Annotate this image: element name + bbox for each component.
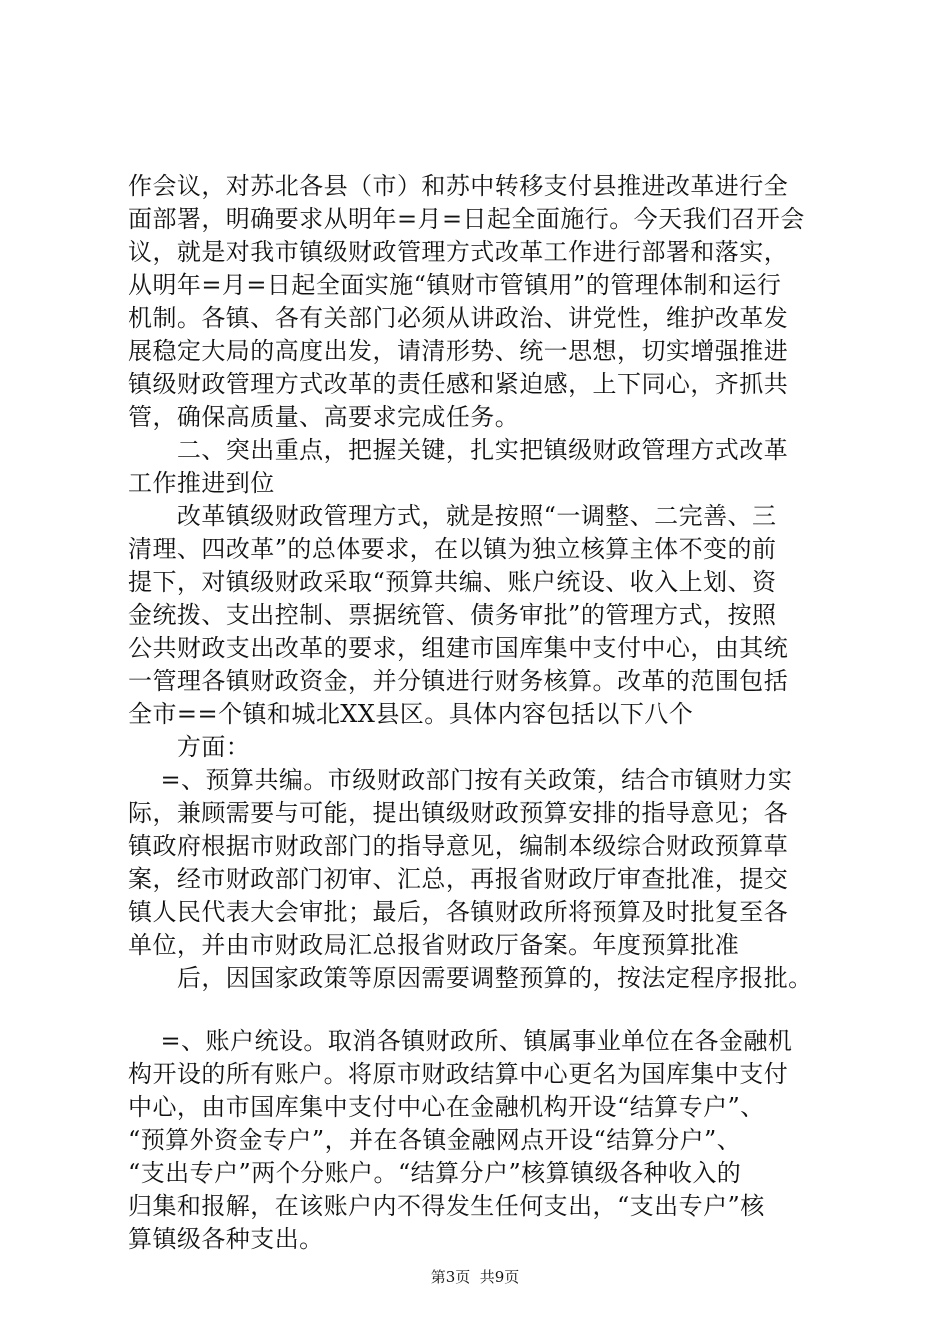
- text-line: 议，就是对我市镇级财政管理方式改革工作进行部署和落实，: [128, 238, 789, 266]
- text-line: 中心，由市国库集中支付中心在金融机构开设“结算专户”、: [128, 1093, 765, 1121]
- text-line: 算镇级各种支出。: [128, 1225, 324, 1253]
- text-line: =、预算共编。市级财政部门按有关政策，结合市镇财力实: [128, 766, 793, 794]
- text-line: 单位，并由市财政局汇总报省财政厅备案。年度预算批准: [128, 931, 740, 959]
- document-body: [128, 170, 840, 1256]
- text-line: =、账户统设。取消各镇财政所、镇属事业单位在各金融机: [128, 1027, 793, 1055]
- text-line: 机制。各镇、各有关部门必须从讲政治、讲党性，维护改革发: [128, 304, 789, 332]
- text-line: “预算外资金专户”，并在各镇金融网点开设“结算分户”、: [128, 1126, 742, 1154]
- text-line: 作会议，对苏北各县（市）和苏中转移支付县推进改革进行全: [128, 172, 789, 200]
- text-line: 面部署，明确要求从明年=月=日起全面施行。今天我们召开会: [128, 205, 805, 233]
- text-line: 镇人民代表大会审批；最后，各镇财政所将预算及时批复至各: [128, 898, 789, 926]
- section-heading-line: 二、突出重点，把握关键，扎实把镇级财政管理方式改革: [128, 436, 789, 464]
- text-block-2: [128, 1025, 840, 1256]
- text-line: “支出专户”两个分账户。“结算分户”核算镇级各种收入的: [128, 1159, 742, 1187]
- text-line: 改革镇级财政管理方式，就是按照“一调整、二完善、三: [128, 502, 777, 530]
- page-footer: [0, 1266, 950, 1287]
- text-line: 清理、四改革”的总体要求，在以镇为独立核算主体不变的前: [128, 535, 777, 563]
- text-line: 际，兼顾需要与可能，提出镇级财政预算安排的指导意见；各: [128, 799, 789, 827]
- text-line: 归集和报解，在该账户内不得发生任何支出，“支出专户”核: [128, 1192, 765, 1220]
- paragraph-gap: [128, 995, 840, 1025]
- text-line: 镇级财政管理方式改革的责任感和紧迫感，上下同心，齐抓共: [128, 370, 789, 398]
- text-line: 一管理各镇财政资金，并分镇进行财务核算。改革的范围包括: [128, 667, 789, 695]
- text-line: 提下，对镇级财政采取“预算共编、账户统设、收入上划、资: [128, 568, 777, 596]
- text-line: 后，因国家政策等原因需要调整预算的，按法定程序报批。: [128, 964, 813, 992]
- text-line: 镇政府根据市财政部门的指导意见，编制本级综合财政预算草: [128, 832, 789, 860]
- page-number: 第3页 共9页: [430, 1268, 520, 1286]
- text-line: 案，经市财政部门初审、汇总，再报省财政厅审查批准，提交: [128, 865, 789, 893]
- text-line: 从明年=月=日起全面实施“镇财市管镇用”的管理体制和运行: [128, 271, 782, 299]
- text-line: 方面：: [128, 733, 251, 761]
- section-heading-line: 工作推进到位: [128, 469, 275, 497]
- text-line: 构开设的所有账户。将原市财政结算中心更名为国库集中支付: [128, 1060, 789, 1088]
- text-line: 公共财政支出改革的要求，组建市国库集中支付中心，由其统: [128, 634, 789, 662]
- text-block-1: [128, 170, 840, 995]
- text-line: 金统拨、支出控制、票据统管、债务审批”的管理方式，按照: [128, 601, 777, 629]
- text-line: 管，确保高质量、高要求完成任务。: [128, 403, 520, 431]
- text-line: 全市==个镇和城北XX县区。具体内容包括以下八个: [128, 700, 694, 728]
- text-line: 展稳定大局的高度出发，请清形势、统一思想，切实增强推进: [128, 337, 789, 365]
